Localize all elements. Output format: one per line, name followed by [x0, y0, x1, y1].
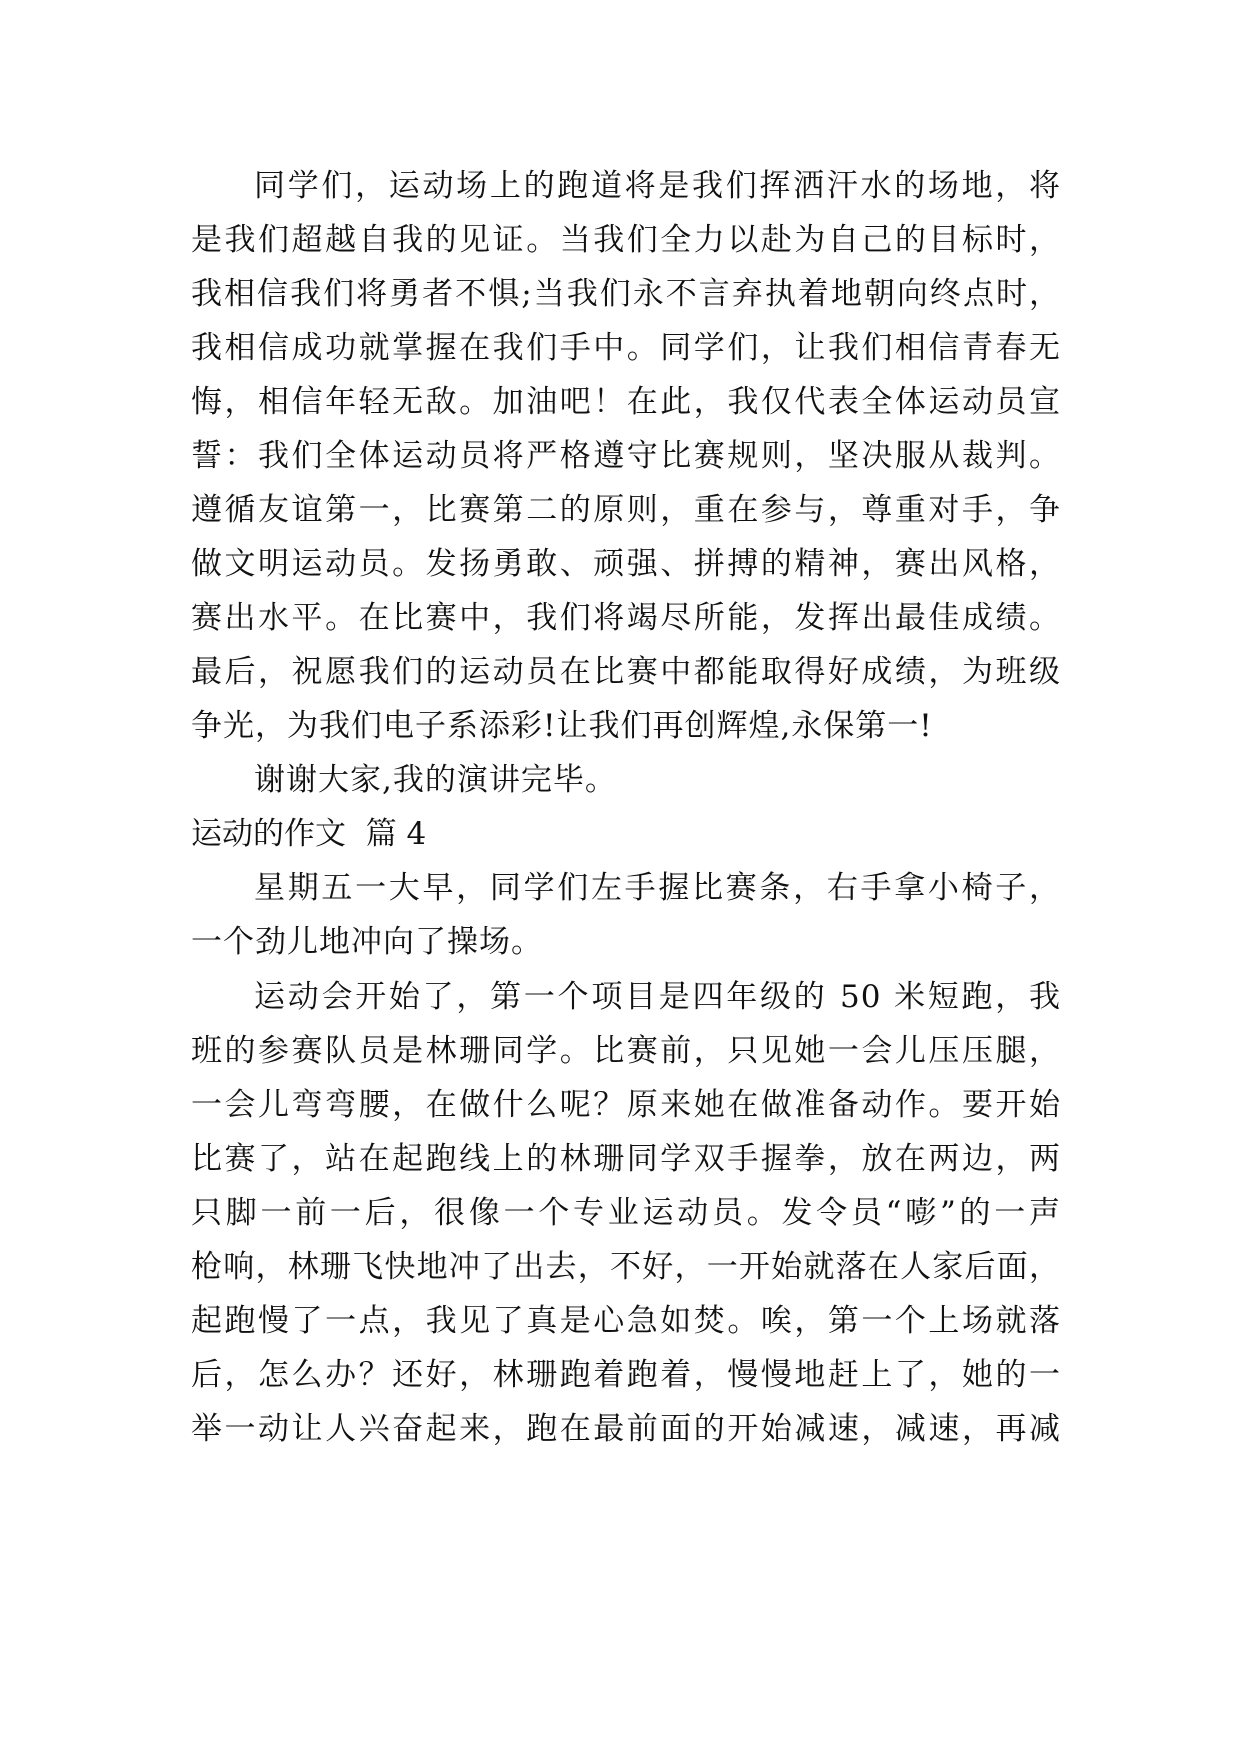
text-line: 赛出水平。在比赛中，我们将竭尽所能，发挥出最佳成绩。: [191, 600, 1061, 636]
text-line: 誓：我们全体运动员将严格遵守比赛规则，坚决服从裁判。: [191, 438, 1061, 474]
text-line: 我相信我们将勇者不惧;当我们永不言弃执着地朝向终点时，: [191, 276, 1061, 312]
text-line: 比赛了，站在起跑线上的林珊同学双手握拳，放在两边，两: [191, 1141, 1061, 1177]
text-line: 最后，祝愿我们的运动员在比赛中都能取得好成绩，为班级: [191, 654, 1061, 690]
text-line: 谢谢大家,我的演讲完毕。: [254, 762, 617, 798]
text-line: 遵循友谊第一，比赛第二的原则，重在参与，尊重对手，争: [191, 492, 1061, 528]
text-line: 运动会开始了，第一个项目是四年级的 50 米短跑，我: [254, 979, 1061, 1015]
text-line: 后，怎么办？还好，林珊跑着跑着，慢慢地赶上了，她的一: [191, 1357, 1061, 1393]
text-line: 只脚一前一后，很像一个专业运动员。发令员“嘭”的一声: [191, 1195, 1061, 1231]
text-line: 班的参赛队员是林珊同学。比赛前，只见她一会儿压压腿，: [191, 1033, 1061, 1069]
text-line: 我相信成功就掌握在我们手中。同学们，让我们相信青春无: [191, 330, 1061, 366]
text-line: 争光，为我们电子系添彩!让我们再创辉煌,永保第一!: [191, 708, 933, 744]
text-line: 悔，相信年轻无敌。加油吧！在此，我仅代表全体运动员宣: [191, 384, 1061, 420]
text-line: 一个劲儿地冲向了操场。: [191, 924, 543, 960]
text-line: 做文明运动员。发扬勇敢、顽强、拼搏的精神，赛出风格，: [191, 546, 1061, 582]
text-line: 星期五一大早，同学们左手握比赛条，右手拿小椅子，: [254, 870, 1061, 906]
text-line: 起跑慢了一点，我见了真是心急如焚。唉，第一个上场就落: [191, 1303, 1061, 1339]
text-line: 同学们，运动场上的跑道将是我们挥洒汗水的场地，将: [254, 168, 1061, 204]
text-line: 枪响，林珊飞快地冲了出去，不好，一开始就落在人家后面，: [191, 1249, 1061, 1285]
text-line: 一会儿弯弯腰，在做什么呢？原来她在做准备动作。要开始: [191, 1087, 1061, 1123]
text-line: 举一动让人兴奋起来，跑在最前面的开始减速，减速，再减: [191, 1411, 1061, 1447]
section-heading: 运动的作文 篇 4: [191, 816, 427, 852]
text-line: 是我们超越自我的见证。当我们全力以赴为自己的目标时，: [191, 222, 1061, 258]
